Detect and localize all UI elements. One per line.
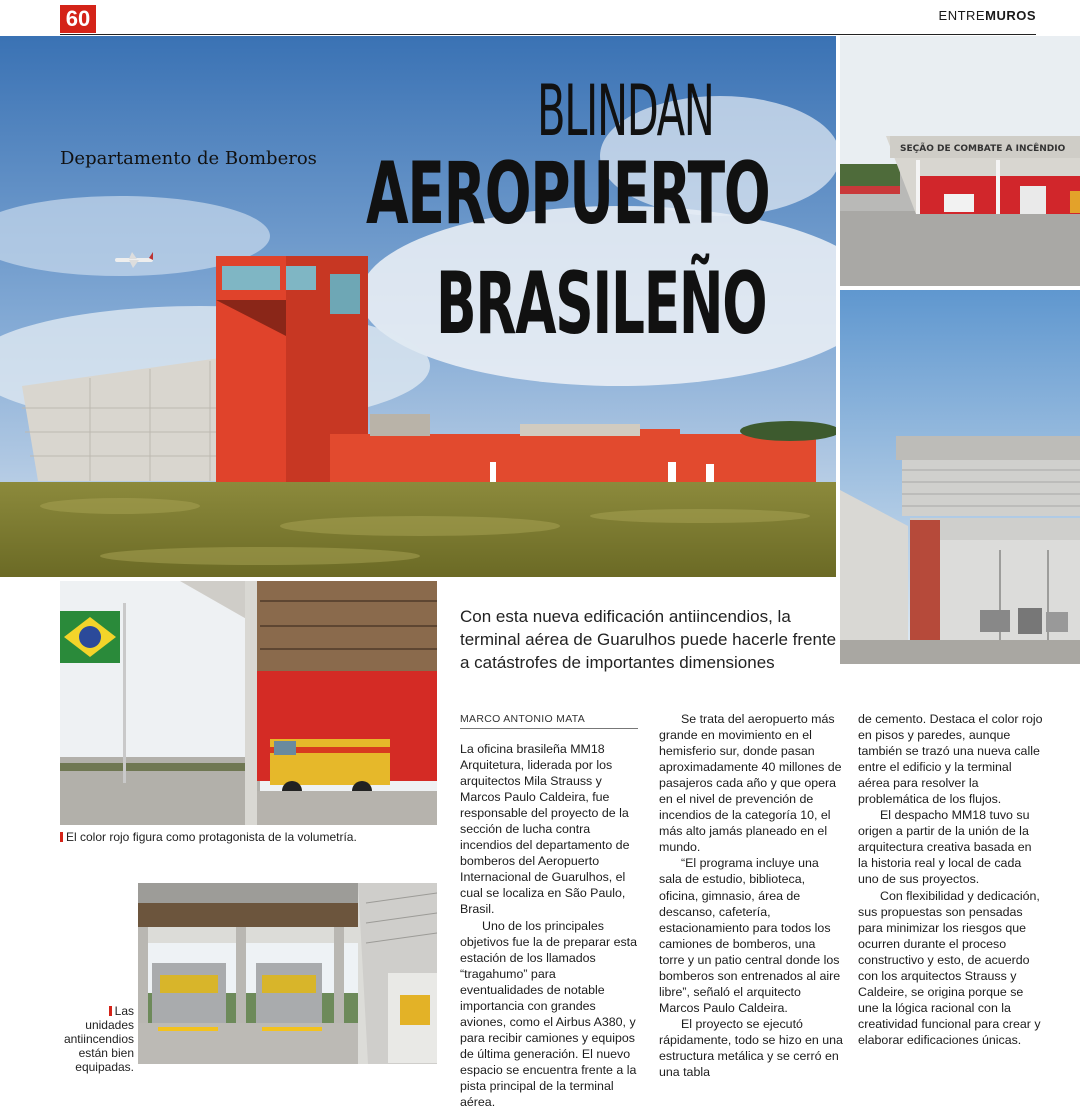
- photo-caption-2-text: Las unidades antiincendios están bien equipadas.: [63, 1004, 134, 1074]
- page-number: 60: [60, 5, 96, 33]
- brazil-flag-icon: [60, 611, 120, 663]
- paragraph: de cemento. Destaca el color rojo en pisos y paredes, aunque también se trazó una nueva calle entre el edificio y la terminal aérea para resolver la problemática de los flujos.: [858, 712, 1043, 807]
- photo-fire-trucks: [138, 883, 437, 1064]
- paragraph: El proyecto se ejecutó rápidamente, todo se hizo en una estructura metálica y se cerró en una tabla: [659, 1016, 843, 1080]
- paragraph: Con flexibilidad y dedicación, sus propuestas son pensadas para minimizar los riesgos que ocurren durante el proceso constructivo y esto, de acuerdo con los arquitectos Strauss y Caldeire, se origina porque se une la lógica racional con la creatividad funcional para crear y elaborar edificaciones únicas.: [858, 888, 1041, 1047]
- photo-station-facade: [840, 36, 1080, 286]
- paragraph: El despacho MM18 tuvo su origen a partir de la unión de la arquitectura creativa basada en la historia real y local de cada uno de sus proyectos.: [858, 808, 1032, 887]
- caption-marker: [60, 832, 63, 842]
- article-deck: Con esta nueva edificación antiincendios, la terminal aérea de Guarulhos puede hacerle frente a catástrofes de importantes dimensiones: [460, 607, 837, 672]
- station-sign-text: SEÇÃO DE COMBATE A INCÊNDIO: [900, 144, 1066, 154]
- headline-line-1: BLINDAN: [537, 70, 714, 152]
- kicker: Departamento de Bomberos: [60, 148, 317, 169]
- section-label-bold: MUROS: [985, 8, 1036, 23]
- headline-line-3: BRASILEÑO: [436, 254, 767, 354]
- headline-line-2: AEROPUERTO: [366, 144, 770, 244]
- section-label: [939, 8, 1036, 23]
- article-column-2: [659, 711, 843, 1080]
- section-label-regular: ENTRE: [938, 8, 986, 23]
- paragraph: La oficina brasileña MM18 Arquitetura, liderada por los arquitectos Mila Strauss y Marcos Paulo Caldeira, fue responsable del proyecto de la sección de lucha contra incendios del departamento de bomberos del Aeropuerto Internacional de Guarulhos, el cual se localiza en São Paulo, Brasil.: [460, 742, 630, 917]
- byline: MARCO ANTONIO MATA: [460, 713, 638, 729]
- header-rule: [60, 34, 1036, 35]
- photo-caption-1-text: El color rojo figura como protagonista de la volumetría.: [66, 830, 357, 844]
- paragraph: Uno de los principales objetivos fue la de preparar esta estación de los llamados “tragahumo” para eventualidades de notable importancia con grandes aviones, como el Airbus A380, y para recibir camiones y equipos de última generación. El nuevo espacio se encuentra frente a la pista principal de la terminal aérea.: [460, 918, 638, 1110]
- photo-flag-truck: [60, 581, 437, 825]
- paragraph: “El programa incluye una sala de estudio, biblioteca, oficina, gimnasio, área de descanso, cafetería, estacionamiento para todos los camiones de bomberos, una torre y un patio central donde los bomberos son entrenados al aire libre”, señaló el arquitecto Marcos Paulo Caldeira.: [659, 856, 841, 1015]
- photo-caption-1: [60, 830, 440, 844]
- photo-hangar-gym: [840, 290, 1080, 664]
- article-column-1: [460, 741, 640, 1110]
- caption-marker: [109, 1006, 112, 1016]
- article-column-3: [858, 711, 1044, 1048]
- paragraph: Se trata del aeropuerto más grande en movimiento en el hemisferio sur, donde pasan aproximadamente 40 millones de pasajeros cada año y que opera en el nivel de prevención de incendios de la categoría 10, el más alto jamás planeado en el mundo.: [659, 712, 842, 855]
